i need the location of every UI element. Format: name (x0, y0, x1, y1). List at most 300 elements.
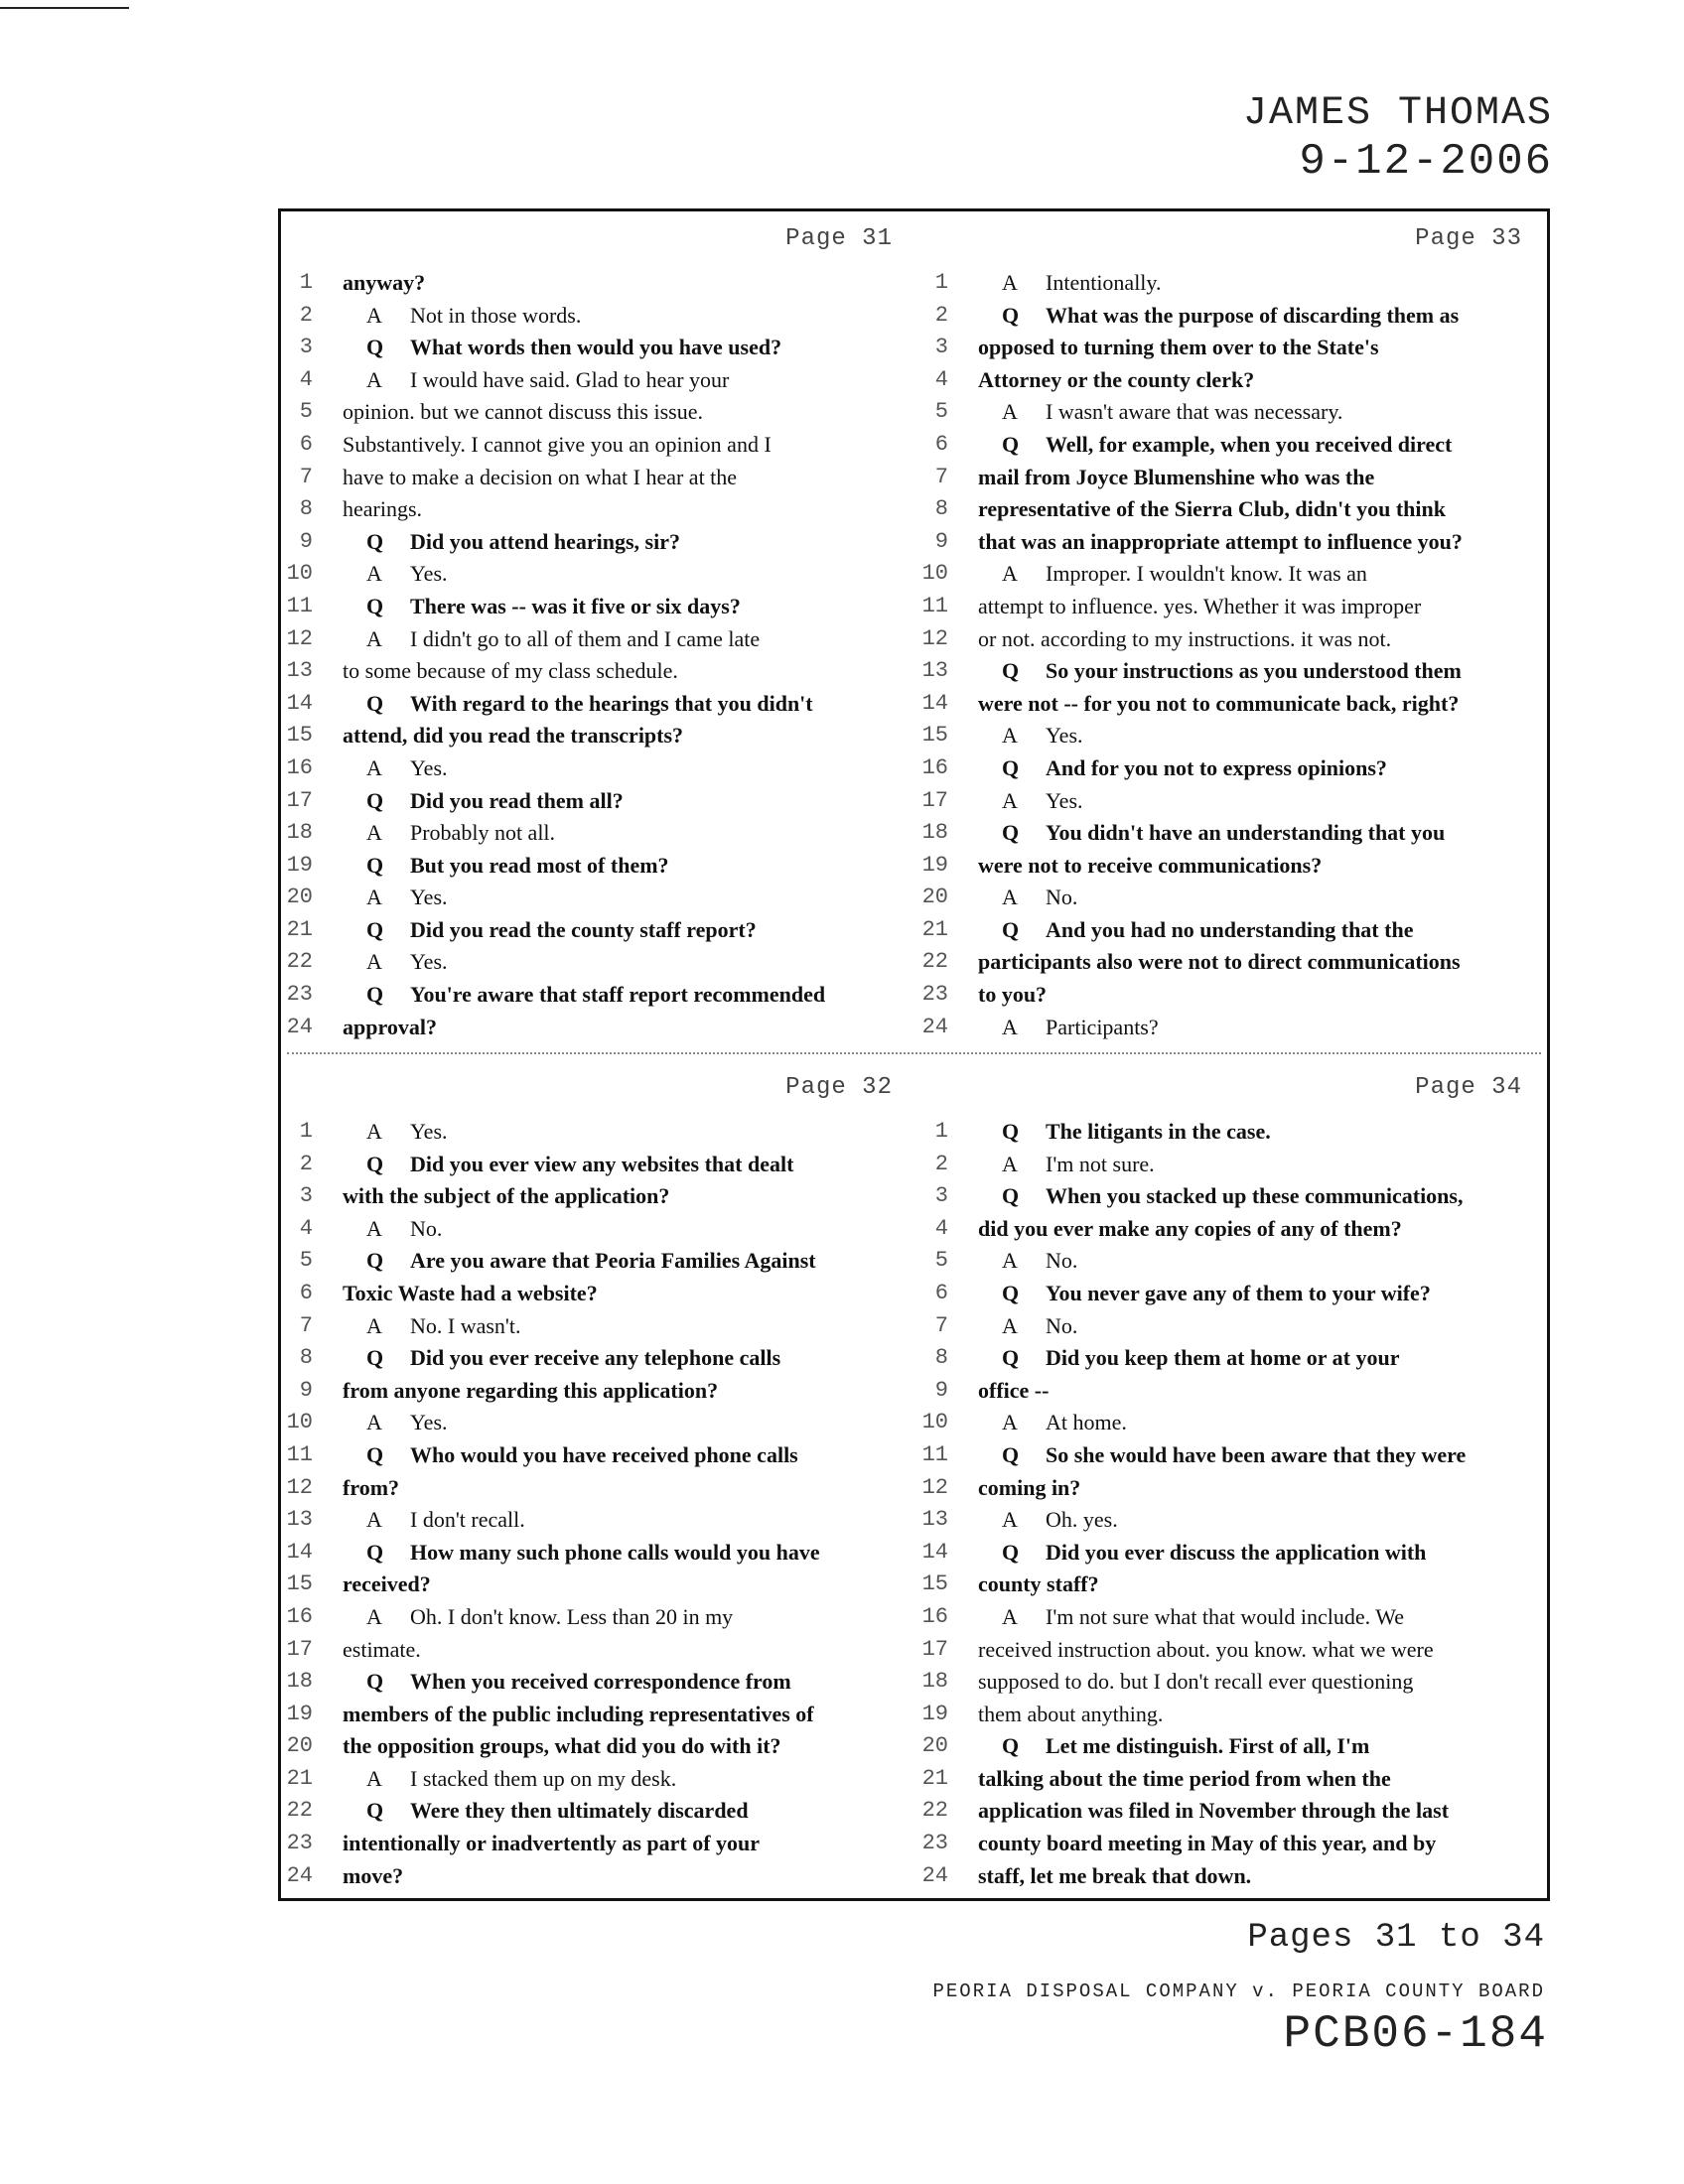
line-text: coming in? (978, 1474, 1081, 1500)
transcript-line (916, 850, 1540, 883)
line-text-wrap (978, 1278, 1431, 1310)
line-text-wrap (978, 785, 1083, 818)
line-text: When you received correspondence from (410, 1669, 791, 1695)
transcript-line (281, 1407, 905, 1439)
answer-marker: A (366, 561, 382, 587)
transcript-line (916, 364, 1540, 397)
line-text-wrap (978, 655, 1462, 688)
line-number: 6 (299, 1280, 313, 1305)
transcript-line (916, 1860, 1540, 1893)
line-text-wrap (343, 300, 581, 333)
line-text-wrap (978, 462, 1374, 494)
line-text-wrap (978, 364, 1254, 397)
transcript-line (916, 558, 1540, 591)
line-text: participants also were not to direct communications (978, 949, 1461, 975)
line-text-wrap (978, 1342, 1399, 1375)
answer-marker: A (366, 1410, 382, 1435)
answer-marker: A (366, 1215, 382, 1241)
line-text-wrap (978, 914, 1413, 947)
transcript-line (916, 1245, 1540, 1278)
line-number: 13 (286, 658, 313, 684)
line-number: 7 (934, 1312, 948, 1338)
line-number: 4 (934, 1215, 948, 1241)
transcript-line (281, 1666, 905, 1699)
line-text-wrap (343, 850, 669, 883)
question-marker: Q (1002, 658, 1020, 684)
transcript-line (916, 1472, 1540, 1505)
transcript-line (916, 1634, 1540, 1667)
transcript-line (916, 526, 1540, 559)
line-number: 17 (286, 787, 313, 813)
question-marker: Q (1002, 1280, 1020, 1305)
transcript-line (281, 882, 905, 914)
line-text: So your instructions as you understood them (1046, 658, 1462, 684)
line-text: Yes. (410, 561, 448, 587)
transcript-line (916, 1763, 1540, 1796)
line-number: 5 (934, 399, 948, 425)
question-marker: Q (1002, 1345, 1020, 1371)
transcript-line (281, 1699, 905, 1731)
line-number: 13 (286, 1507, 313, 1533)
line-number: 24 (921, 1014, 948, 1039)
line-number: 23 (286, 982, 313, 1008)
line-text: from? (343, 1474, 400, 1500)
line-number: 2 (934, 302, 948, 328)
transcript-line (281, 817, 905, 850)
line-text: Were they then ultimately discarded (410, 1798, 749, 1824)
line-number: 20 (286, 885, 313, 910)
line-number: 3 (934, 1183, 948, 1209)
transcript-line (281, 1472, 905, 1505)
line-text: approval? (343, 1014, 437, 1039)
transcript-line (281, 1795, 905, 1828)
transcript-line (281, 946, 905, 979)
transcript-line (916, 396, 1540, 429)
line-text: Yes. (410, 1119, 448, 1144)
question-marker: Q (1002, 302, 1020, 328)
line-text-wrap (343, 1278, 598, 1310)
line-text-wrap (978, 493, 1446, 526)
line-text: No. (1046, 1312, 1078, 1338)
line-text: No. (1046, 885, 1078, 910)
line-number: 14 (921, 690, 948, 716)
line-text-wrap (978, 526, 1463, 559)
line-text: Improper. I wouldn't know. It was an (1046, 561, 1367, 587)
line-text-wrap (343, 914, 757, 947)
line-text: or not. according to my instructions. it was not. (978, 625, 1392, 651)
line-text: I didn't go to all of them and I came late (410, 625, 761, 651)
transcript-line (916, 655, 1540, 688)
answer-marker: A (1002, 1507, 1018, 1533)
line-text-wrap (978, 1407, 1127, 1439)
line-number: 22 (286, 1798, 313, 1824)
line-text: Not in those words. (410, 302, 582, 328)
line-text-wrap (343, 817, 555, 850)
line-text-wrap (343, 1342, 780, 1375)
line-text-wrap (343, 429, 772, 462)
line-text: anyway? (343, 270, 426, 295)
line-text-wrap (343, 267, 425, 300)
line-text: Toxic Waste had a website? (343, 1280, 598, 1305)
line-text: Did you attend hearings, sir? (410, 528, 680, 554)
line-text-wrap (343, 1666, 791, 1699)
line-text-wrap (978, 1472, 1080, 1505)
transcript-line (916, 1537, 1540, 1570)
question-marker: Q (366, 1798, 384, 1824)
question-marker: Q (366, 528, 384, 554)
line-number: 24 (921, 1862, 948, 1888)
line-number: 14 (921, 1539, 948, 1565)
line-number: 16 (286, 754, 313, 780)
line-text: with the subject of the application? (343, 1183, 670, 1209)
line-number: 2 (299, 302, 313, 328)
transcript-line (281, 1245, 905, 1278)
question-marker: Q (366, 1151, 384, 1176)
question-marker: Q (1002, 431, 1020, 457)
transcript-line (281, 914, 905, 947)
line-number: 21 (286, 916, 313, 942)
line-text: There was -- was it five or six days? (410, 593, 741, 618)
line-number: 5 (299, 399, 313, 425)
line-text: mail from Joyce Blumenshine who was the (978, 464, 1375, 489)
line-text-wrap (978, 850, 1322, 883)
line-number: 24 (286, 1014, 313, 1039)
page-divider (287, 1052, 1541, 1054)
line-text: You never gave any of them to your wife? (1046, 1280, 1431, 1305)
line-number: 14 (286, 1539, 313, 1565)
question-marker: Q (366, 593, 384, 618)
answer-marker: A (1002, 1014, 1018, 1039)
line-text-wrap (343, 526, 680, 559)
transcript-line (916, 752, 1540, 785)
line-text-wrap (343, 1245, 816, 1278)
transcript-line (916, 462, 1540, 494)
transcript-line (281, 850, 905, 883)
answer-marker: A (366, 1119, 382, 1144)
line-text-wrap (343, 1213, 442, 1246)
line-text-wrap (343, 1375, 718, 1408)
line-text: staff, let me break that down. (978, 1862, 1252, 1888)
transcript-line (916, 1439, 1540, 1472)
page-panel (281, 211, 905, 1043)
question-marker: Q (1002, 1119, 1020, 1144)
transcript-line (916, 1180, 1540, 1213)
line-text: No. I wasn't. (410, 1312, 521, 1338)
transcript-line (916, 817, 1540, 850)
case-caption: PEORIA DISPOSAL COMPANY v. PEORIA COUNTY BOARD (932, 1980, 1545, 2002)
line-number: 20 (921, 885, 948, 910)
line-number: 22 (286, 949, 313, 975)
transcript-line (281, 1730, 905, 1763)
question-marker: Q (366, 1669, 384, 1695)
line-text-wrap (343, 688, 813, 721)
line-number: 9 (299, 1377, 313, 1403)
answer-marker: A (1002, 1312, 1018, 1338)
line-text: to some because of my class schedule. (343, 658, 678, 684)
line-text-wrap (978, 558, 1367, 591)
question-marker: Q (1002, 916, 1020, 942)
line-number: 10 (286, 1410, 313, 1435)
line-text-wrap (978, 720, 1083, 752)
line-text-wrap (343, 1699, 814, 1731)
line-text: Yes. (410, 754, 448, 780)
line-text-wrap (978, 1504, 1118, 1537)
line-text-wrap (343, 462, 737, 494)
question-marker: Q (366, 852, 384, 878)
line-text-wrap (978, 688, 1459, 721)
question-marker: Q (366, 690, 384, 716)
line-number: 20 (286, 1733, 313, 1759)
line-text: Oh. yes. (1046, 1507, 1118, 1533)
line-text: Did you read them all? (410, 787, 624, 813)
line-text: Yes. (410, 949, 448, 975)
line-number: 1 (934, 270, 948, 295)
transcript-line (916, 1828, 1540, 1860)
transcript-line (281, 1375, 905, 1408)
line-text: I'm not sure. (1046, 1151, 1155, 1176)
transcript-line (916, 1407, 1540, 1439)
question-marker: Q (366, 982, 384, 1008)
transcript-line (281, 1634, 905, 1667)
transcript-line (916, 623, 1540, 656)
line-text: county staff? (978, 1571, 1099, 1597)
line-text-wrap (978, 1213, 1402, 1246)
line-text-wrap (343, 364, 729, 397)
line-number: 19 (921, 852, 948, 878)
answer-marker: A (1002, 1151, 1018, 1176)
transcript-line (281, 1569, 905, 1601)
line-number: 13 (921, 1507, 948, 1533)
line-text-wrap (978, 1601, 1404, 1634)
line-number: 1 (934, 1119, 948, 1144)
line-number: 11 (921, 593, 948, 618)
line-number: 1 (299, 1119, 313, 1144)
transcript-line (916, 1149, 1540, 1181)
line-number: 10 (286, 561, 313, 587)
line-text: attempt to influence. yes. Whether it was improper (978, 593, 1422, 618)
line-text: No. (1046, 1248, 1078, 1274)
transcript-line (281, 462, 905, 494)
line-text-wrap (978, 1634, 1434, 1667)
line-number: 23 (921, 1831, 948, 1856)
transcript-line (916, 882, 1540, 914)
line-text-wrap (343, 1601, 733, 1634)
line-number: 22 (921, 1798, 948, 1824)
page-label: Page 32 (785, 1074, 893, 1101)
transcript-line (281, 591, 905, 623)
line-text: attend, did you read the transcripts? (343, 723, 684, 749)
line-text-wrap (343, 655, 678, 688)
line-text-wrap (978, 752, 1387, 785)
line-number: 9 (934, 528, 948, 554)
answer-marker: A (1002, 885, 1018, 910)
transcript-line (916, 1795, 1540, 1828)
question-marker: Q (366, 1539, 384, 1565)
line-number: 8 (934, 496, 948, 522)
line-text: Did you ever discuss the application with (1046, 1539, 1427, 1565)
line-text: Who would you have received phone calls (410, 1441, 798, 1467)
deposition-date: 9-12-2006 (1299, 137, 1553, 187)
line-text-wrap (343, 396, 703, 429)
line-number: 8 (299, 496, 313, 522)
transcript-line (281, 623, 905, 656)
transcript-line (281, 558, 905, 591)
line-number: 17 (921, 787, 948, 813)
transcript-line (916, 591, 1540, 623)
line-text: move? (343, 1862, 404, 1888)
transcript-line (281, 752, 905, 785)
line-text: How many such phone calls would you have (410, 1539, 820, 1565)
line-text-wrap (978, 1537, 1426, 1570)
line-number: 10 (921, 1410, 948, 1435)
question-marker: Q (1002, 1539, 1020, 1565)
transcript-line (281, 1763, 905, 1796)
line-number: 12 (286, 1474, 313, 1500)
line-number: 16 (286, 1603, 313, 1629)
line-text: But you read most of them? (410, 852, 669, 878)
line-text: Yes. (1046, 723, 1083, 749)
line-number: 6 (934, 1280, 948, 1305)
line-number: 12 (286, 625, 313, 651)
transcript-lines (281, 1116, 905, 1892)
line-text-wrap (343, 1860, 403, 1893)
line-number: 9 (299, 528, 313, 554)
line-number: 18 (921, 1669, 948, 1695)
transcript-line (916, 1278, 1540, 1310)
transcript-line (916, 785, 1540, 818)
line-number: 7 (299, 1312, 313, 1338)
line-text-wrap (343, 785, 624, 818)
line-text-wrap (978, 1569, 1099, 1601)
transcript-line (281, 332, 905, 364)
transcript-line (916, 429, 1540, 462)
line-text: to you? (978, 982, 1048, 1008)
line-text-wrap (343, 332, 781, 364)
line-text: Did you read the county staff report? (410, 916, 757, 942)
line-text-wrap (343, 493, 422, 526)
line-number: 7 (934, 464, 948, 489)
transcript-line (916, 979, 1540, 1012)
question-marker: Q (366, 916, 384, 942)
transcript-line (281, 720, 905, 752)
line-text: have to make a decision on what I hear at the (343, 464, 738, 489)
line-text-wrap (343, 1828, 760, 1860)
transcript-line (281, 493, 905, 526)
answer-marker: A (366, 366, 382, 392)
line-text: opinion. but we cannot discuss this issue. (343, 399, 703, 425)
line-text: Probably not all. (410, 820, 556, 846)
line-number: 15 (286, 723, 313, 749)
transcript-line (916, 1375, 1540, 1408)
line-text: them about anything. (978, 1701, 1164, 1726)
line-text-wrap (343, 591, 741, 623)
transcript-line (916, 1699, 1540, 1731)
transcript-frame (278, 208, 1550, 1901)
line-text-wrap (978, 882, 1077, 914)
answer-marker: A (366, 625, 382, 651)
answer-marker: A (366, 1603, 382, 1629)
line-text: What words then would you have used? (410, 335, 782, 360)
line-number: 15 (286, 1571, 313, 1597)
transcript-line (281, 1601, 905, 1634)
line-text-wrap (978, 1763, 1391, 1796)
line-text-wrap (343, 1407, 448, 1439)
line-number: 19 (286, 1701, 313, 1726)
line-text-wrap (978, 591, 1421, 623)
transcript-line (281, 1537, 905, 1570)
line-text: received instruction about. you know. what we were (978, 1636, 1434, 1662)
witness-name: JAMES THOMAS (1242, 91, 1553, 136)
line-number: 24 (286, 1862, 313, 1888)
line-number: 9 (934, 1377, 948, 1403)
line-text-wrap (978, 1730, 1369, 1763)
answer-marker: A (1002, 1410, 1018, 1435)
line-text: So she would have been aware that they were (1046, 1441, 1467, 1467)
top-rule (0, 7, 129, 9)
answer-marker: A (1002, 399, 1018, 425)
line-text-wrap (978, 1180, 1463, 1213)
line-text: hearings. (343, 496, 423, 522)
line-text-wrap (978, 1860, 1251, 1893)
line-text-wrap (978, 1149, 1155, 1181)
line-text-wrap (343, 720, 683, 752)
line-text-wrap (343, 623, 760, 656)
line-text: You're aware that staff report recommended (410, 982, 826, 1008)
line-text-wrap (978, 1116, 1271, 1149)
line-number: 18 (921, 820, 948, 846)
transcript-line (281, 1012, 905, 1044)
line-number: 19 (286, 852, 313, 878)
line-text-wrap (343, 752, 448, 785)
line-text: Are you aware that Peoria Families Against (410, 1248, 816, 1274)
question-marker: Q (1002, 754, 1020, 780)
line-number: 21 (286, 1765, 313, 1791)
transcript-line (281, 785, 905, 818)
transcript-lines (281, 267, 905, 1043)
transcript-line (281, 1342, 905, 1375)
transcript-line (281, 1278, 905, 1310)
transcript-line (916, 688, 1540, 721)
line-text: The litigants in the case. (1046, 1119, 1271, 1144)
transcript-line (281, 364, 905, 397)
transcript-line (916, 1342, 1540, 1375)
answer-marker: A (366, 949, 382, 975)
line-text-wrap (343, 1149, 793, 1181)
transcript-line (916, 1601, 1540, 1634)
transcript-line (281, 1439, 905, 1472)
line-number: 12 (921, 1474, 948, 1500)
question-marker: Q (366, 1248, 384, 1274)
transcript-line (281, 979, 905, 1012)
line-text: I stacked them up on my desk. (410, 1765, 677, 1791)
line-number: 17 (921, 1636, 948, 1662)
answer-marker: A (1002, 270, 1018, 295)
line-number: 20 (921, 1733, 948, 1759)
line-number: 16 (921, 754, 948, 780)
transcript-line (916, 1569, 1540, 1601)
line-number: 7 (299, 464, 313, 489)
line-text-wrap (343, 1116, 448, 1149)
line-text: did you ever make any copies of any of them? (978, 1215, 1402, 1241)
line-number: 11 (286, 1441, 313, 1467)
line-number: 8 (934, 1345, 948, 1371)
line-number: 4 (934, 366, 948, 392)
transcript-line (281, 655, 905, 688)
transcript-line (916, 1504, 1540, 1537)
line-text-wrap (978, 623, 1391, 656)
line-number: 2 (934, 1151, 948, 1176)
line-text: I don't recall. (410, 1507, 525, 1533)
